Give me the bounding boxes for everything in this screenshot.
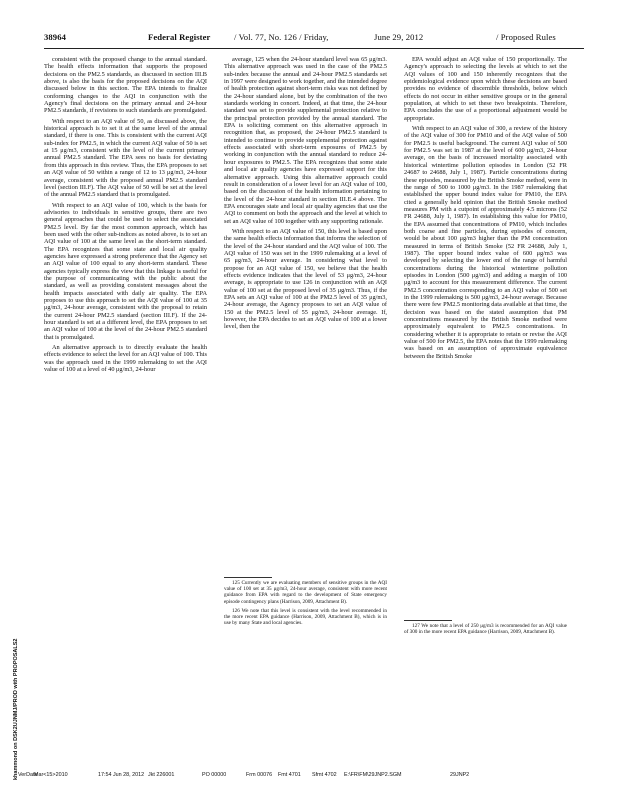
paragraph: average, 125 when the 24-hour standard level was 65 μg/m3. This alternative approach was used in the case of the PM2.5 sub-index because the annual and 24-hour PM2.5 standards set in 1997 were designed to work together, and the intended degree of health protection against short-term risks was not defined by the 24-hour standard alone, but by the combination of the two standards working in concert. Indeed, at that time, the 24-hour standard was set to provide supplemental protection relative to the principal protection provided by the annual standard. The EPA is soliciting comment on this alternative approach in recognition that, as proposed, the 24-hour PM2.5 standard is intended to continue to provide supplemental protection against effects associated with short-term exposures of PM2.5 by working in conjunction with the annual standard to reduce 24-hour exposures to PM2.5. The EPA recognizes that some state and local air quality agencies have expressed support for this alternative approach. Using this alternative approach could result in consideration of a lower level for an AQI value of 100, based on the discussion of the health information pertaining to the level of the 24-hour standard in section III.E.4 above. The EPA encourages state and local air quality agencies that use the AQI to comment on both the approach and the level at which to set an AQI value of 100 together with any supporting rationale. (224, 56, 387, 225)
footnote-rule (224, 577, 272, 578)
footer-jkt: Jkt 226001 (148, 772, 175, 778)
paragraph: An alternative approach is to directly evaluate the health effects evidence to select the level for an AQI value of 100. This was the approach used in the 1999 rulemaking to set the AQI value of 100 at a level of 40 μg/m3, 24-hour (44, 344, 207, 374)
footer-verdate: VerDate (18, 772, 38, 778)
footer-sfmt: Sfmt 4702 (312, 772, 337, 778)
text-column-left (44, 56, 207, 771)
page-header (44, 32, 584, 46)
footnotes-right (404, 623, 567, 663)
margin-annotation (13, 638, 21, 780)
publication-name: Federal Register (148, 32, 211, 42)
paragraph: With respect to an AQI value of 300, a review of the history of the AQI value of 300 for PM10 and of the AQI value of 500 for PM2.5 is useful background. The current AQI value of 500 for PM2.5 was set in 1987 at the level of 600 μg/m3, 24-hour average, on the basis of increased mortality associated with historical wintertime pollution episodes in London (52 FR 24687 to 24688, July 1, 1987). Particle concentrations during these episodes, measured by the British Smoke method, were in the range of 500 to 1000 μg/m3. In the 1987 rulemaking that established the upper bound index value for PM10, the EPA cited a generally held opinion that the British Smoke method measures PM with a cutpoint of approximately 4.5 microns (52 FR 24688, July 1, 1987). In establishing this value for PM10, the EPA assumed that concentrations of PM10, which includes both coarse and fine particles, during episodes of concern, would be about 100 μg/m3 higher than the PM concentration measured in terms of British Smoke (52 FR 24688, July 1, 1987). The upper bound index value of 600 μg/m3 was developed by selecting the lower end of the range of harmful concentrations during the historical wintertime pollution episodes in London (500 μg/m3) and adding a margin of 100 μg/m3 to account for this measurement difference. The current PM2.5 concentration corresponding to an AQI value of 500 set in the 1999 rulemaking is 500 μg/m3, 24-hour average. Because there were few PM2.5 monitoring data available at that time, the decision was based on the stated assumption that PM concentrations measured by the British Smoke method were approximately equivalent to PM2.5 concentrations. In considering whether it is appropriate to retain or revise the AQI value of 500 for PM2.5, the EPA notes that the 1999 rulemaking was based on an assumption of approximate equivalence between the British Smoke (404, 125, 567, 360)
footer-time: 17:54 Jun 28, 2012 (98, 772, 145, 778)
text-column-middle (224, 56, 387, 576)
footnote: 126 We note that this level is consistent with the level recommended in the more recent EPA guidance (Harrison, 2009, Attachment B), which is in use by many State and local agencies. (224, 607, 387, 627)
paragraph: EPA would adjust an AQI value of 150 proportionally. The Agency's approach to selecting the levels at which to set the AQI values of 100 and 150 inherently recognizes that the epidemiological evidence upon which these decisions are based provides no evidence of discernible thresholds, below which effects do not occur in either sensitive groups or in the general population, at which to set these two breakpoints. Therefore, EPA concludes the use of a proportional adjustment would be appropriate. (404, 56, 567, 122)
text-column-right (404, 56, 567, 616)
page-footer (18, 772, 588, 782)
footer-mar: Mar<15>2010 (34, 772, 68, 778)
paragraph: With respect to an AQI value of 50, as discussed above, the historical approach is to set it at the same level of the annual standard, if there is one. This is consistent with the current AQI sub-index for PM2.5, in which the current AQI value of 50 is set at 15 μg/m3, consistent with the level of the current primary annual PM2.5 standard. The EPA sees no basis for deviating from this approach in this review. Thus, the EPA proposes to set an AQI value of 50 within a range of 12 to 13 μg/m3, 24-hour average, consistent with the proposed annual PM2.5 standard level (section III.F). The AQI value of 50 will be set at the level of the annual PM2.5 standard that is promulgated. (44, 117, 207, 199)
footer-code: 29JNP2 (450, 772, 470, 778)
issue-date: June 29, 2012 (374, 32, 424, 42)
paragraph: consistent with the proposed change to the annual standard. The health effects information that supports the proposed decisions on the PM2.5 standards, as discussed in section III.B above, is also the basis for the proposed decisions on the AQI discussed below in this section. The EPA intends to finalize conforming changes to the AQI in conjunction with the Agency's final decisions on the primary annual and 24-hour PM2.5 standards, if revisions to such standards are promulgated. (44, 56, 207, 115)
footer-frm: Frm 00076 (246, 772, 273, 778)
section-name: / Proposed Rules (496, 32, 556, 42)
footer-file: E:\FR\FM\29JNP2.SGM (344, 772, 402, 778)
footnotes-middle (224, 580, 387, 720)
footer-po: PO 00000 (202, 772, 227, 778)
footnote-rule (404, 620, 452, 621)
footnote: 127 We note that a level of 250 μg/m3 is recommended for an AQI value of 300 in the more recent EPA guidance (Harrison, 2009, Attachment B). (404, 623, 567, 636)
page-number: 38964 (44, 32, 66, 42)
margin-annotation-text: khammond on DSK2UJNMJ/PROD with PROPOSALS2 (13, 638, 19, 780)
footnote: 125 Currently we are evaluating members of sensitive groups in the AQI value of 100 set at 35 μg/m3, 24-hour average, consistent with more recent guidance from EPA with regard to the development of State emergency episode contingency plans (Harrison, 2009, Attachment B). (224, 580, 387, 605)
footer-fmt: Fmt 4701 (278, 772, 301, 778)
volume-info: / Vol. 77, No. 126 / Friday, (234, 32, 329, 42)
paragraph: With respect to an AQI value of 150, this level is based upon the same health effects information that informs the selection of the level of the 24-hour standard and the AQI value of 100. The AQI value of 150 was set in the 1999 rulemaking at a level of 65 μg/m3, 24-hour average. In considering what level to propose for an AQI value of 150, we believe that the health effects evidence indicates that the level of 53 μg/m3, 24-hour average, is appropriate to use 126 in conjunction with an AQI value of 100 set at the proposed level of 35 μg/m3. Thus, if the EPA sets an AQI value of 100 at the PM2.5 level of 35 μg/m3, 24-hour average, the Agency proposes to set an AQI value of 150 at the PM2.5 level of 55 μg/m3, 24-hour average. If, however, the EPA decides to set an AQI value of 100 at a lower level, then the (224, 227, 387, 331)
paragraph: With respect to an AQI value of 100, which is the basis for advisories to individuals in sensitive groups, there are two general approaches that could be used to select the associated PM2.5 level. By far the most common approach, which has been used with the other sub-indices as noted above, is to set an AQI value of 100 at the same level as the short-term standard. The EPA recognizes that some state and local air quality agencies have expressed a strong preference that the Agency set an AQI value of 100 equal to any short-term standard. These agencies typically express the view that this linkage is useful for the purpose of communicating with the public about the standard, as well as providing consistent messages about the health impacts associated with daily air quality. The EPA proposes to use this approach to set the AQI value of 100 at 35 μg/m3, 24-hour average, consistent with the proposal to retain the current 24-hour PM2.5 standard (section III.F). If the 24-hour standard is set at a different level, the EPA proposes to set an AQI value of 100 at the level of the 24-hour PM2.5 standard that is promulgated. (44, 201, 207, 341)
header-rule (44, 48, 584, 49)
